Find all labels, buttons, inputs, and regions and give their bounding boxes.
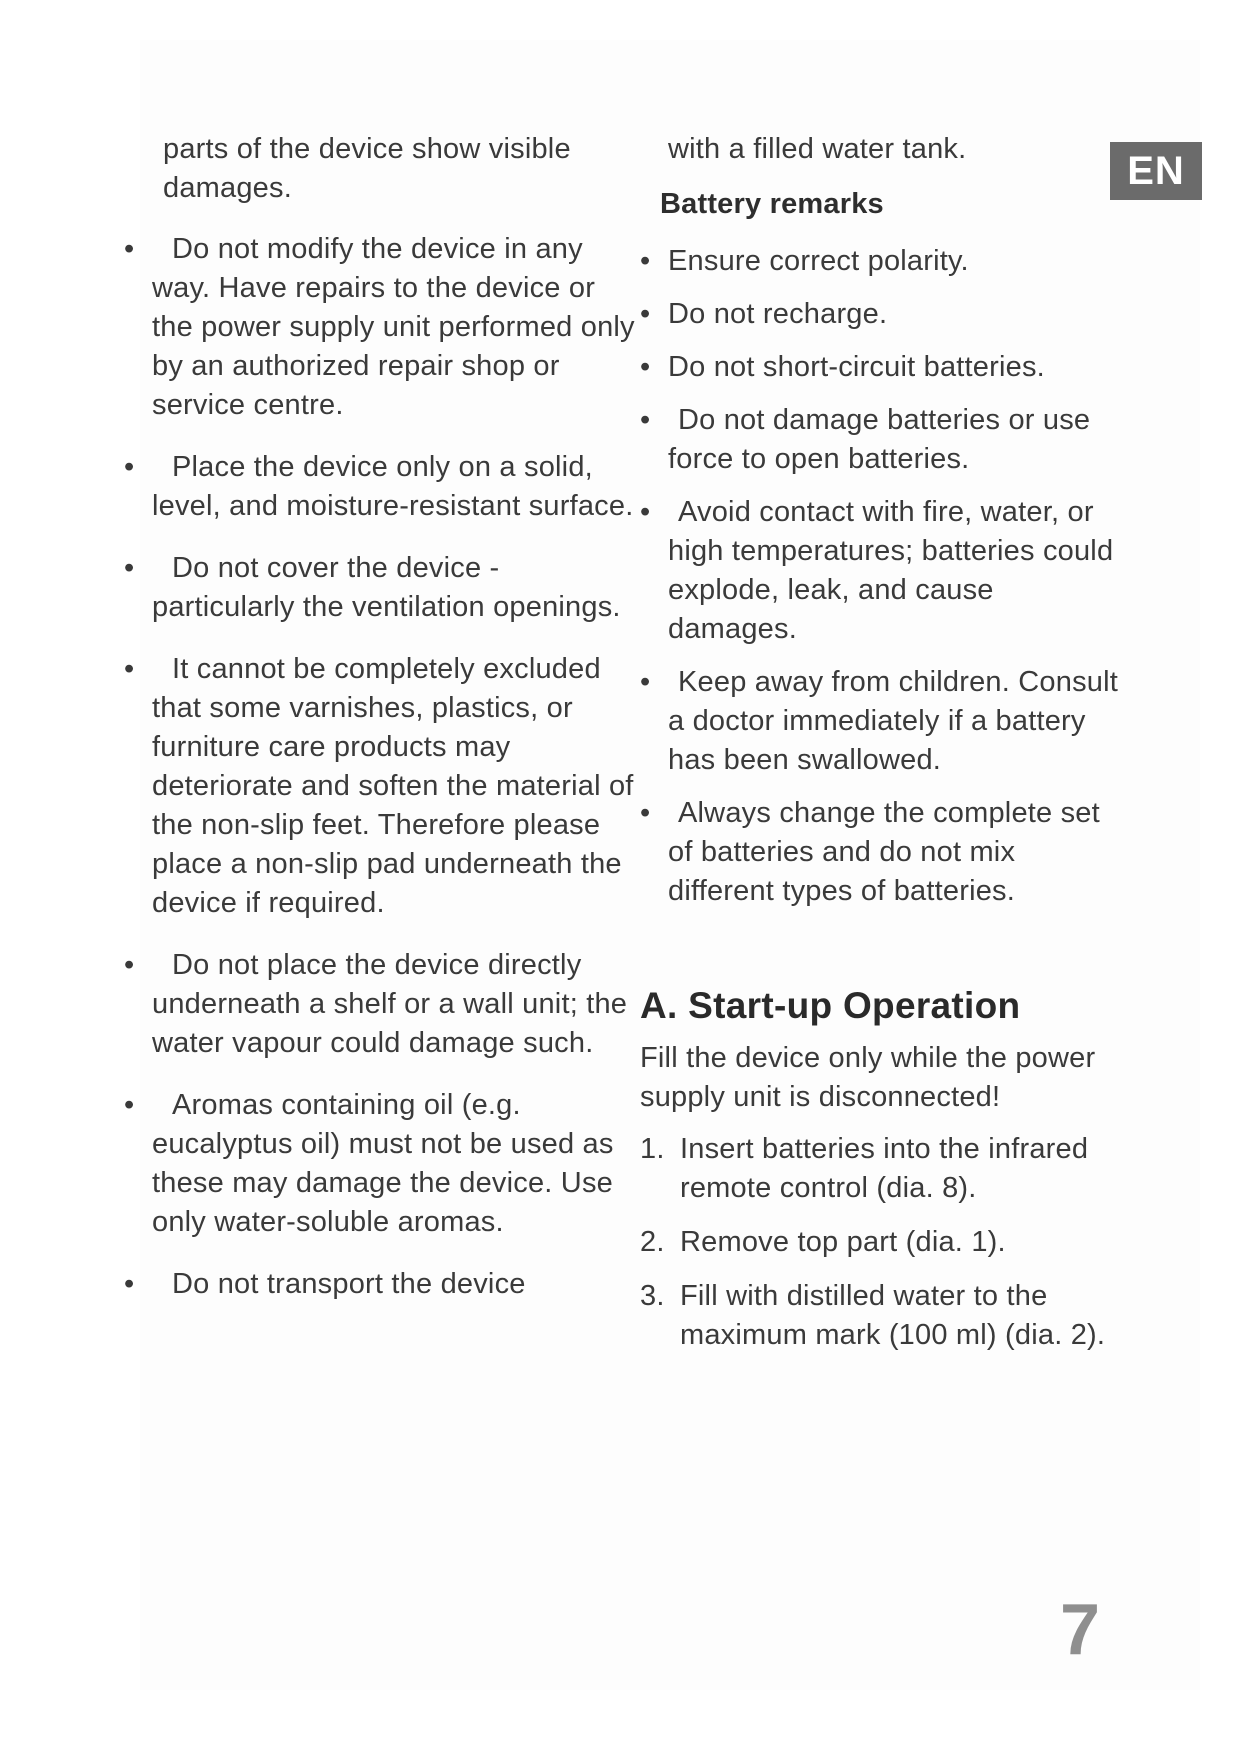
bullet-icon: • [640,298,651,330]
bullet-icon: • [640,496,651,528]
bullet-icon: • [640,351,651,383]
list-item: • Do not transport the device [118,1265,638,1304]
list-item: • Avoid contact with fire, water, or high temperatures; batteries could explode, leak, and cause damages. [640,493,1120,649]
step-text: Fill with distilled water to the maximum mark (100 ml) (dia. 2). [680,1280,1106,1351]
bullet-icon: • [124,949,135,981]
bullet-icon: • [124,552,135,584]
bullet-icon: • [640,404,651,436]
right-continuation-text: with a filled water tank. [668,133,967,165]
bullet-icon: • [640,245,651,277]
list-item: • Do not recharge. [640,295,1120,334]
list-item: • Do not short-circuit batteries. [640,348,1120,387]
step-number: 3. [640,1280,665,1312]
start-up-operation-heading: A. Start-up Operation [640,985,1021,1026]
list-item: • Do not modify the device in any way. Have repairs to the device or the power supply unit performed only by an authorized repair shop or service centre. [118,230,638,425]
safety-bullet-list [118,230,638,1304]
bullet-icon: • [124,451,135,483]
list-item: • Ensure correct polarity. [640,242,1120,281]
battery-bullet-list [640,242,1120,911]
list-item: • Always change the complete set of batteries and do not mix different types of batteries. [640,794,1120,911]
bullet-icon: • [124,653,135,685]
bullet-icon: • [124,1089,135,1121]
left-column [118,130,638,1304]
right-column [640,130,1120,1355]
step-text: Remove top part (dia. 1). [680,1226,1006,1258]
bullet-icon: • [124,1268,135,1300]
step-item [640,1277,1120,1355]
page-number: 7 [1059,1590,1101,1670]
list-item: • Aromas containing oil (e.g. eucalyptus oil) must not be used as these may damage the device. Use only water-soluble aromas. [118,1086,638,1242]
list-item: • Do not damage batteries or use force to open batteries. [640,401,1120,479]
language-badge: EN [1110,142,1202,200]
battery-remarks-heading: Battery remarks [660,188,884,220]
left-continuation-text: parts of the device show visible damages. [163,133,571,204]
start-up-steps-list [640,1130,1120,1355]
bullet-icon: • [640,797,651,829]
step-text: Insert batteries into the infrared remote control (dia. 8). [680,1133,1089,1204]
step-item [640,1130,1120,1208]
list-item: • It cannot be completely excluded that some varnishes, plastics, or furniture care products may deteriorate and soften the material of the non-slip feet. Therefore please place a non-slip pad underneath the device if required. [118,650,638,923]
list-item: • Do not cover the device - particularly the ventilation openings. [118,549,638,627]
list-item: • Do not place the device directly underneath a shelf or a wall unit; the water vapour could damage such. [118,946,638,1063]
step-number: 2. [640,1226,665,1258]
step-item [640,1223,1120,1262]
bullet-icon: • [640,666,651,698]
start-up-intro-text: Fill the device only while the power supply unit is disconnected! [640,1042,1096,1113]
list-item: • Keep away from children. Consult a doctor immediately if a battery has been swallowed. [640,663,1120,780]
step-number: 1. [640,1133,665,1165]
list-item: • Place the device only on a solid, level, and moisture-resistant surface. [118,448,638,526]
bullet-icon: • [124,233,135,265]
